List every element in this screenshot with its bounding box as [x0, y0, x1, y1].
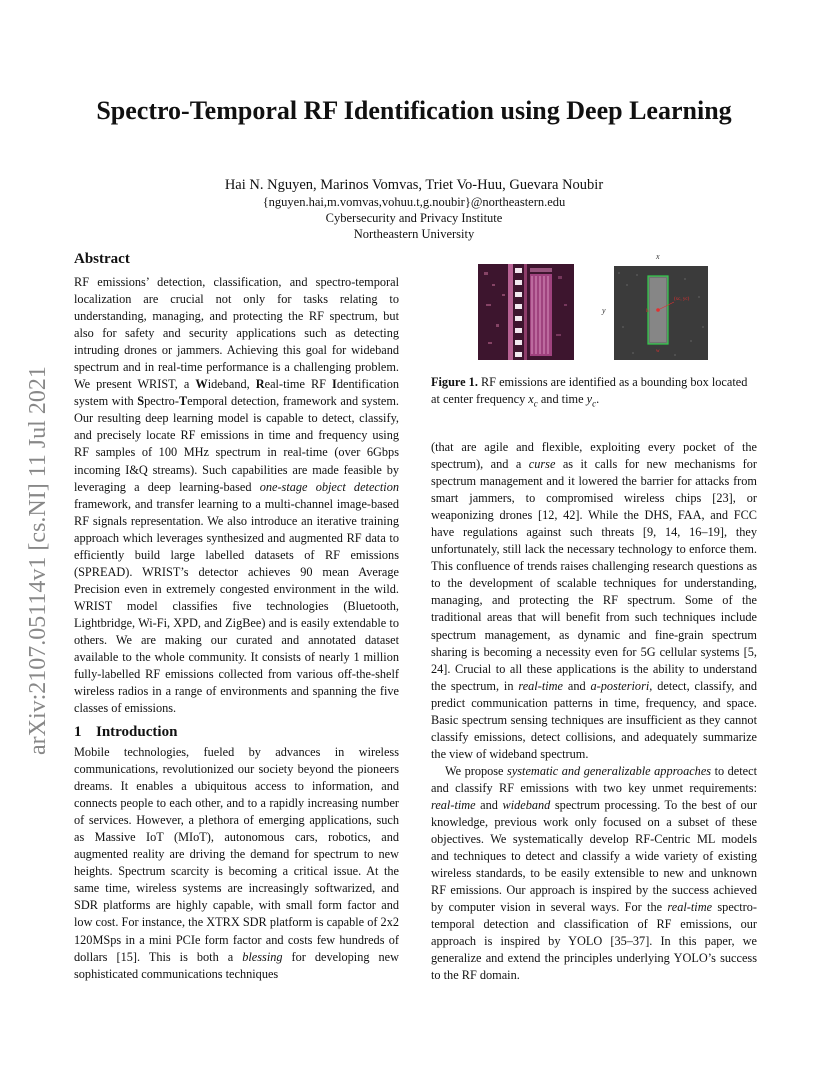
institute-name: Cybersecurity and Privacy Institute — [325, 211, 503, 225]
section-number: 1 — [74, 724, 82, 740]
author-emails: {nguyen.hai,m.vomvas,vohuu.t,g.noubir}@northeastern.edu — [262, 195, 566, 209]
arxiv-identifier: arXiv:2107.05114v1 [cs.NI] 11 Jul 2021 — [25, 366, 51, 755]
intro-body-left: Mobile technologies, fueled by advances in wireless communications, revolutionized our society beyond the pioneers dreams. It enables a ubiquitous access to information, and connects people to each other, and to a rapidly increasing number of services. However, a plethora of emerging applications, such as Massive IoT (MIoT), autonomous cars, robotics, and augmented reality are driving the demand for spectrum to new heights. Spectrum scarcity is becoming a critical issue. At the same time, wireless systems are increasingly softwarized, and SDR platforms are highly capable, with small form factor and low cost. For instance, the XTRX SDR platform is capable of 2x2 120MSps in a mini PCIe form factor and costs few hundreds of dollars [15]. This is both a blessing for developing new sophisticated communications techniques — [74, 745, 400, 981]
fig-axis-x-label: x — [656, 252, 660, 261]
abstract-body: RF emissions’ detection, classification, and spectro-temporal localization are crucial not only for tasks relating to understanding, managing, and protecting the RF spectrum, but also for safety and security applications such as detecting intruding drones or jammers. Achieving this goal for wideband spectrum and in real-time performance is a challenging problem. We present WRIST, a Wideband, Real-time RF Identification system with Spectro-Temporal detection, framework and system. Our resulting deep learning model is capable to detect, classify, and precisely locate RF emissions in time and frequency using RF samples of 100 MHz spectrum in real-time (over 6Gbps incoming I&Q streams). Such capabilities are made feasible by leveraging a deep learning-based one-stage object detection framework, and transfer learning to a multi-channel image-based RF signals representation. We also introduce an iterative training approach which leverages synthesized and augmented RF data to efficiently build large labelled datasets of RF emissions (SPREAD). WRIST’s detector achieves 90 mean Average Precision even in extremely congested environment in the wild. WRIST model classifies five technologies (Bluetooth, Lightbridge, Wi-Fi, XPD, and ZigBee) and is easily extendable to others. We are making our curated and annotated dataset available to the whole community. It consists of nearly 1 million fully-labelled RF emissions collected from various off-the-shelf wireless radios in a range of environments and spanning the five classes of emissions. — [74, 275, 399, 716]
intro-heading — [74, 724, 177, 741]
svg-text:w: w — [656, 349, 660, 354]
university-name: Northeastern University — [353, 227, 475, 241]
svg-text:h: h — [646, 309, 649, 314]
annotated-spectrogram — [614, 266, 708, 360]
intro-body-right: (that are agile and flexible, exploiting every pocket of the spectrum), and a curse as it calls for new mechanisms for spectrum management and it lowered the barrier for attacks from smart jammers, to compromised wireless chips [23], or weaponizing drones [12, 42]. While the DHS, FAA, and FCC have regulations against such threats [9, 14, 16–19], they unfortunately, still lack the necessary technology to enforce them. This confluence of trends raises challenging research questions as to the development of scalable techniques for understanding, managing, and protecting the RF spectrum. Some of the traditional areas that will benefit from such techniques include spectrum management, as dynamic and fine-grain spectrum sharing is becoming a necessity even for 5G cellular systems [5, 24]. Crucial to all these applications is the ability to understand the spectrum, in real-time and a-posteriori, detect, classify, and predict communication patterns in time, frequency, and space. Basic spectrum sensing techniques are insufficient as they cannot classify emissions, detect collisions, and adequately summarize the view of wideband spectrum. We propose systematic and generalizable approaches to detect and classify RF emissions with two key unmet requirements: real-time and wideband spectrum processing. To the best of our knowledge, previous work only focused on a subset of these objectives. We systematically develop RF-Centric ML models and techniques to detect and classify a wide variety of existing wireless standards, to be easily extensible to new and unknown RF emissions. Our approach is inspired by the success achieved by computer vision in several ways. For the real-time spectro-temporal detection and classification of RF emissions, our approach is inspired by YOLO [35–37]. In this paper, we generalize and extend the principles underlying YOLO’s success to the RF domain. — [431, 440, 758, 983]
figure-caption: Figure 1. RF emissions are identified as a bounding box located at center frequency $x_c$ and time $y_c$. — [431, 375, 748, 409]
spectrogram-image — [478, 264, 574, 360]
section-title: Introduction — [96, 724, 178, 740]
author-list: Hai N. Nguyen, Marinos Vomvas, Triet Vo-Huu, Guevara Noubir — [224, 177, 604, 193]
fig-axis-y-label: y — [602, 306, 606, 315]
paper-title: Spectro-Temporal RF Identification using Deep Learning — [96, 96, 732, 125]
svg-text:(xc, yc): (xc, yc) — [674, 297, 690, 302]
abstract-heading: Abstract — [74, 251, 130, 267]
